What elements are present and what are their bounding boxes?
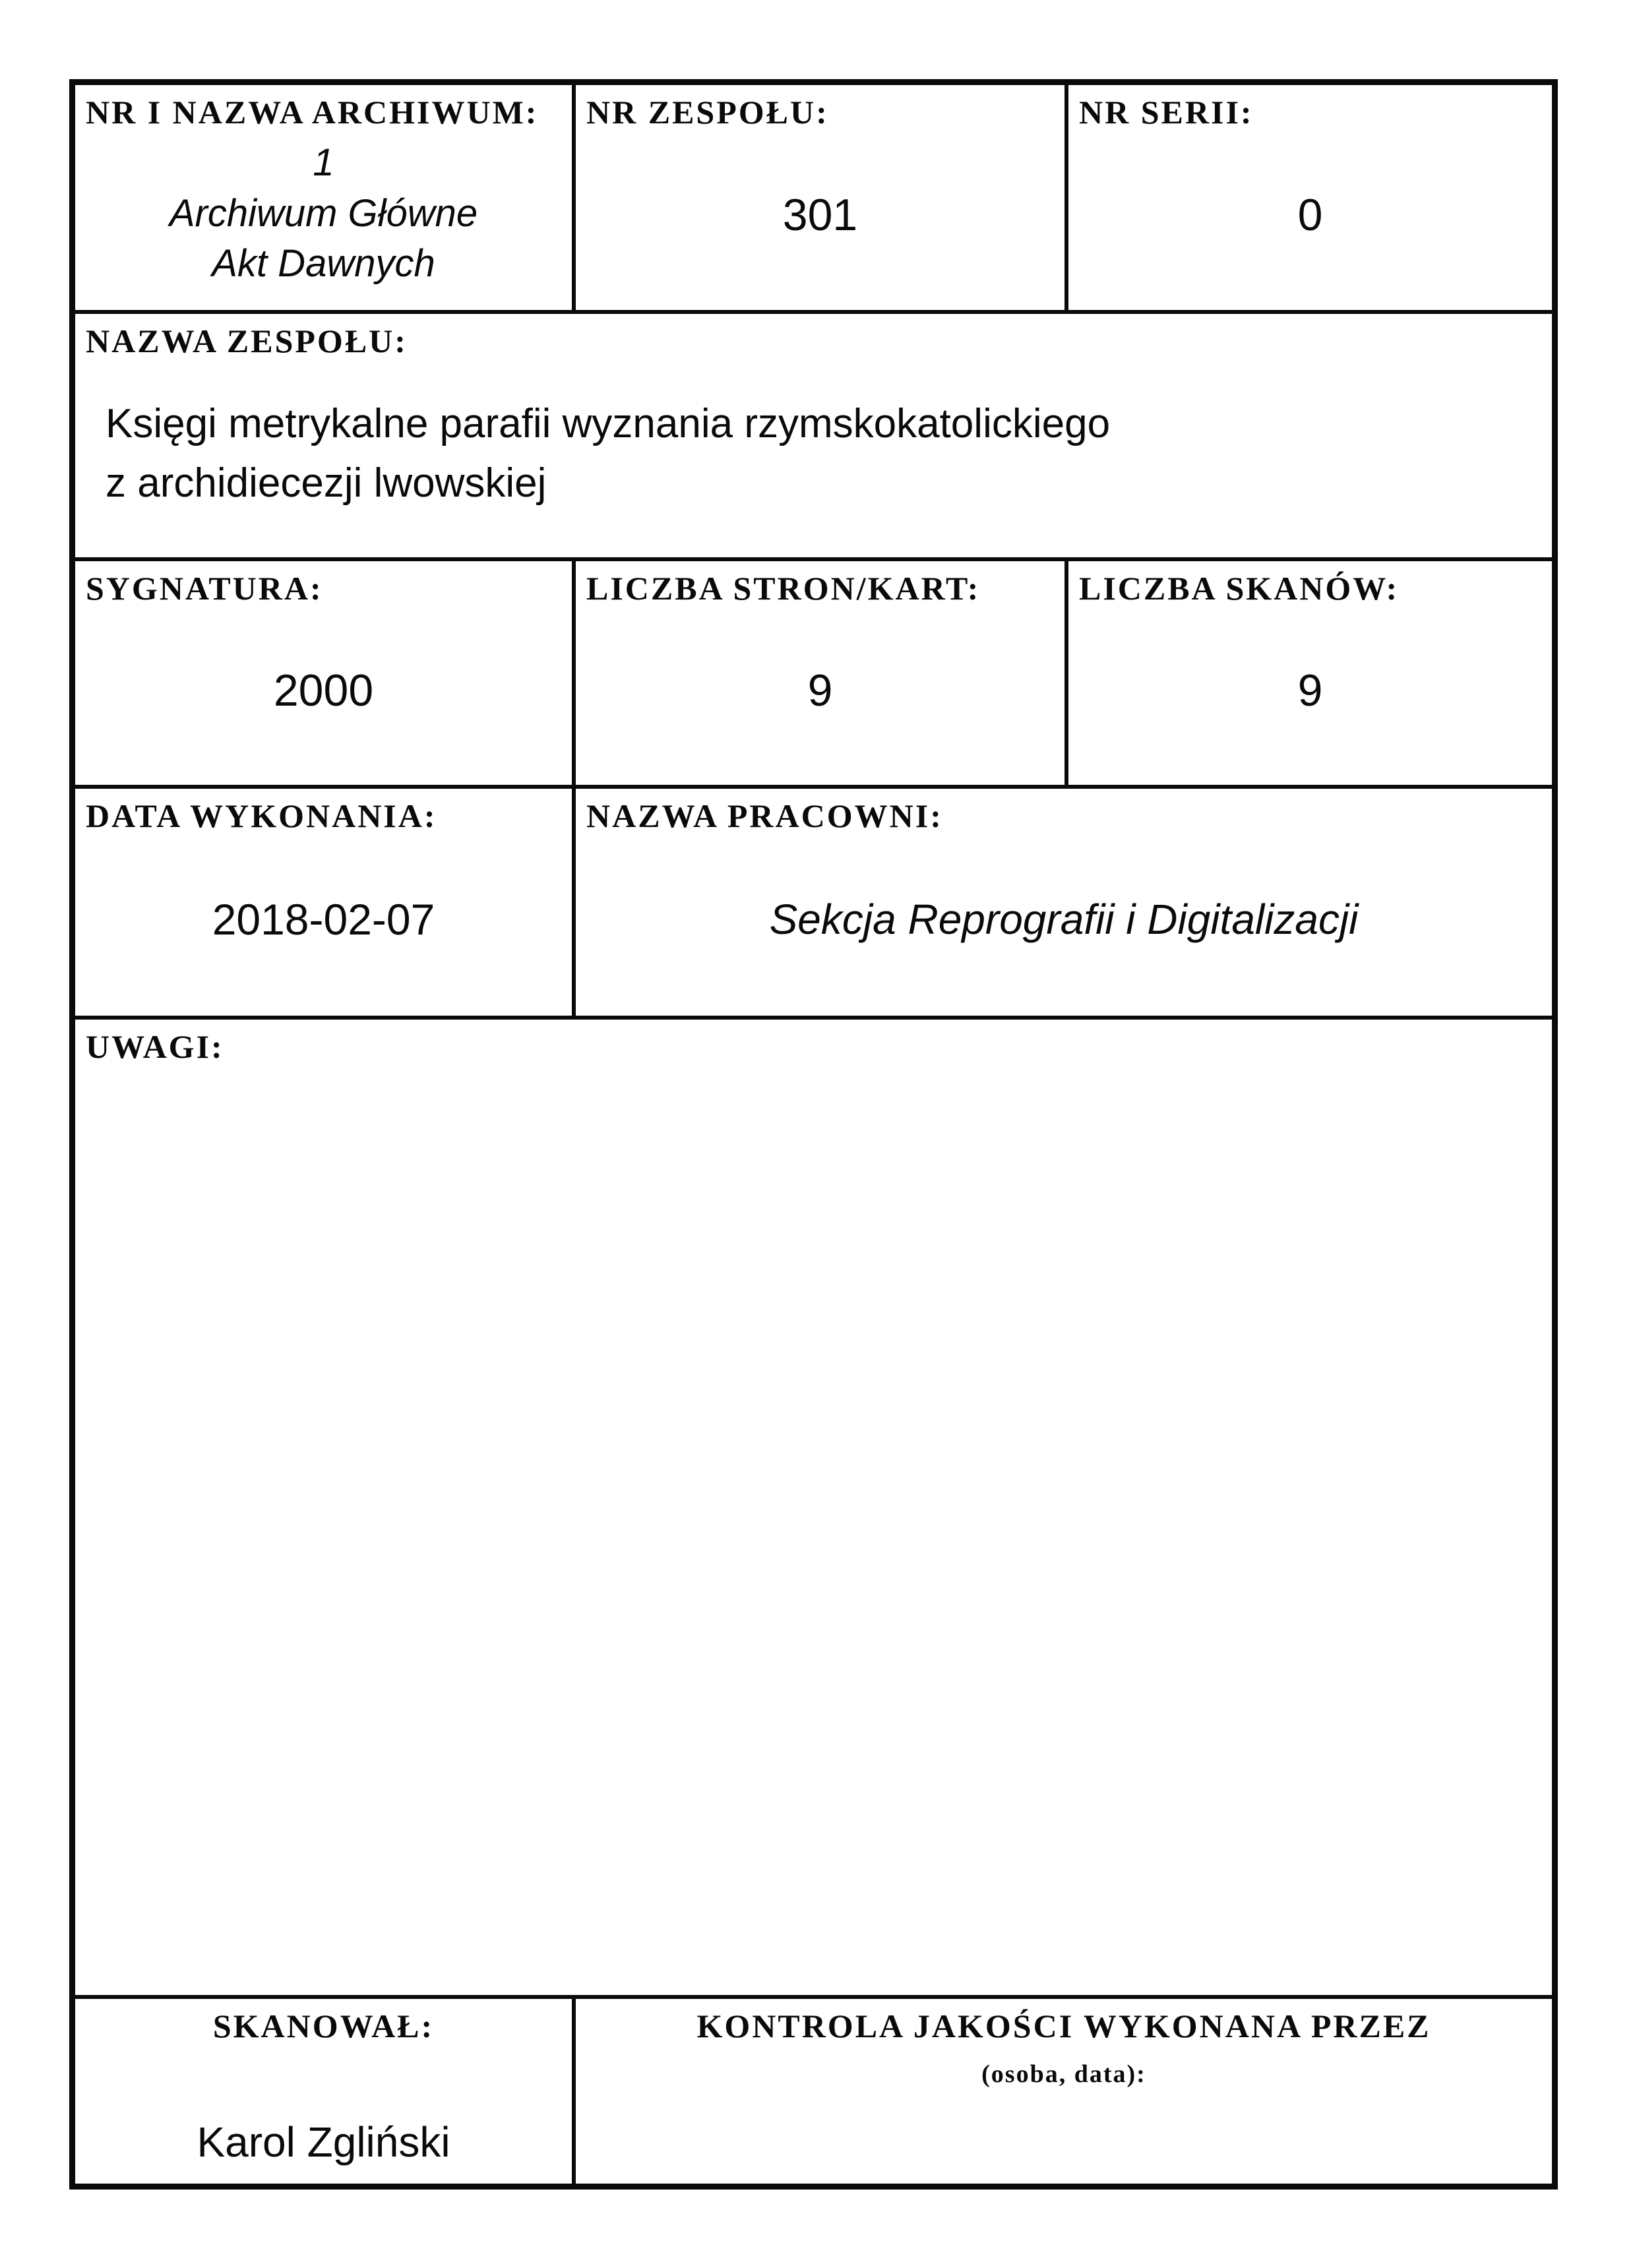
workshop-value: Sekcja Reprografii i Digitalizacji xyxy=(769,896,1359,943)
field-signature xyxy=(75,561,572,785)
row-signature xyxy=(75,557,1552,785)
scan-date-value: 2018-02-07 xyxy=(212,895,435,944)
scanned-by-label: SKANOWAŁ: xyxy=(212,2007,435,2044)
field-pages-count xyxy=(572,561,1064,785)
series-number-value: 0 xyxy=(1297,189,1323,240)
scans-count-label: LICZBA SKANÓW: xyxy=(1079,570,1400,607)
fonds-name-value xyxy=(106,394,1552,513)
pages-count-value: 9 xyxy=(807,665,833,716)
fonds-number-label: NR ZESPOŁU: xyxy=(586,94,829,131)
remarks-label: UWAGI: xyxy=(86,1028,224,1065)
field-archive xyxy=(75,85,572,310)
signature-label: SYGNATURA: xyxy=(86,570,323,607)
field-quality-control xyxy=(572,1999,1552,2184)
fonds-name-label: NAZWA ZESPOŁU: xyxy=(86,322,408,359)
row-fonds-name xyxy=(75,310,1552,557)
fonds-name-line1: Księgi metrykalne parafii wyznania rzymskokatolickiego xyxy=(106,401,1111,446)
field-scans-count xyxy=(1064,561,1552,785)
field-scan-date xyxy=(75,789,572,1016)
row-remarks xyxy=(75,1016,1552,1995)
row-date-workshop xyxy=(75,785,1552,1016)
scans-count-value: 9 xyxy=(1297,665,1323,716)
signature-value: 2000 xyxy=(273,665,374,716)
field-workshop xyxy=(572,789,1552,1016)
archive-value xyxy=(75,138,572,290)
fonds-number-value: 301 xyxy=(782,189,858,240)
archive-label: NR I NAZWA ARCHIWUM: xyxy=(86,94,539,131)
field-series-number xyxy=(1064,85,1552,310)
row-signatures xyxy=(75,1995,1552,2184)
archive-number: 1 xyxy=(313,141,334,184)
scan-date-label: DATA WYKONANIA: xyxy=(86,797,437,834)
quality-control-label: KONTROLA JAKOŚCI WYKONANA PRZEZ xyxy=(696,2007,1431,2044)
pages-count-label: LICZBA STRON/KART: xyxy=(586,570,981,607)
field-fonds-name xyxy=(75,314,1552,557)
field-scanned-by xyxy=(75,1999,572,2184)
field-remarks xyxy=(75,1020,1552,1995)
quality-control-sublabel: (osoba, data): xyxy=(981,2060,1146,2088)
field-fonds-number xyxy=(572,85,1064,310)
series-number-label: NR SERII: xyxy=(1079,94,1254,131)
archive-name-line2: Akt Dawnych xyxy=(212,242,435,286)
archive-name-line1: Archiwum Główne xyxy=(169,191,478,235)
row-archive xyxy=(75,85,1552,310)
workshop-label: NAZWA PRACOWNI: xyxy=(586,797,943,834)
scanned-by-value: Karol Zgliński xyxy=(197,2118,450,2166)
fonds-name-line2: z archidiecezji lwowskiej xyxy=(106,460,547,506)
metadata-table xyxy=(69,79,1558,2190)
